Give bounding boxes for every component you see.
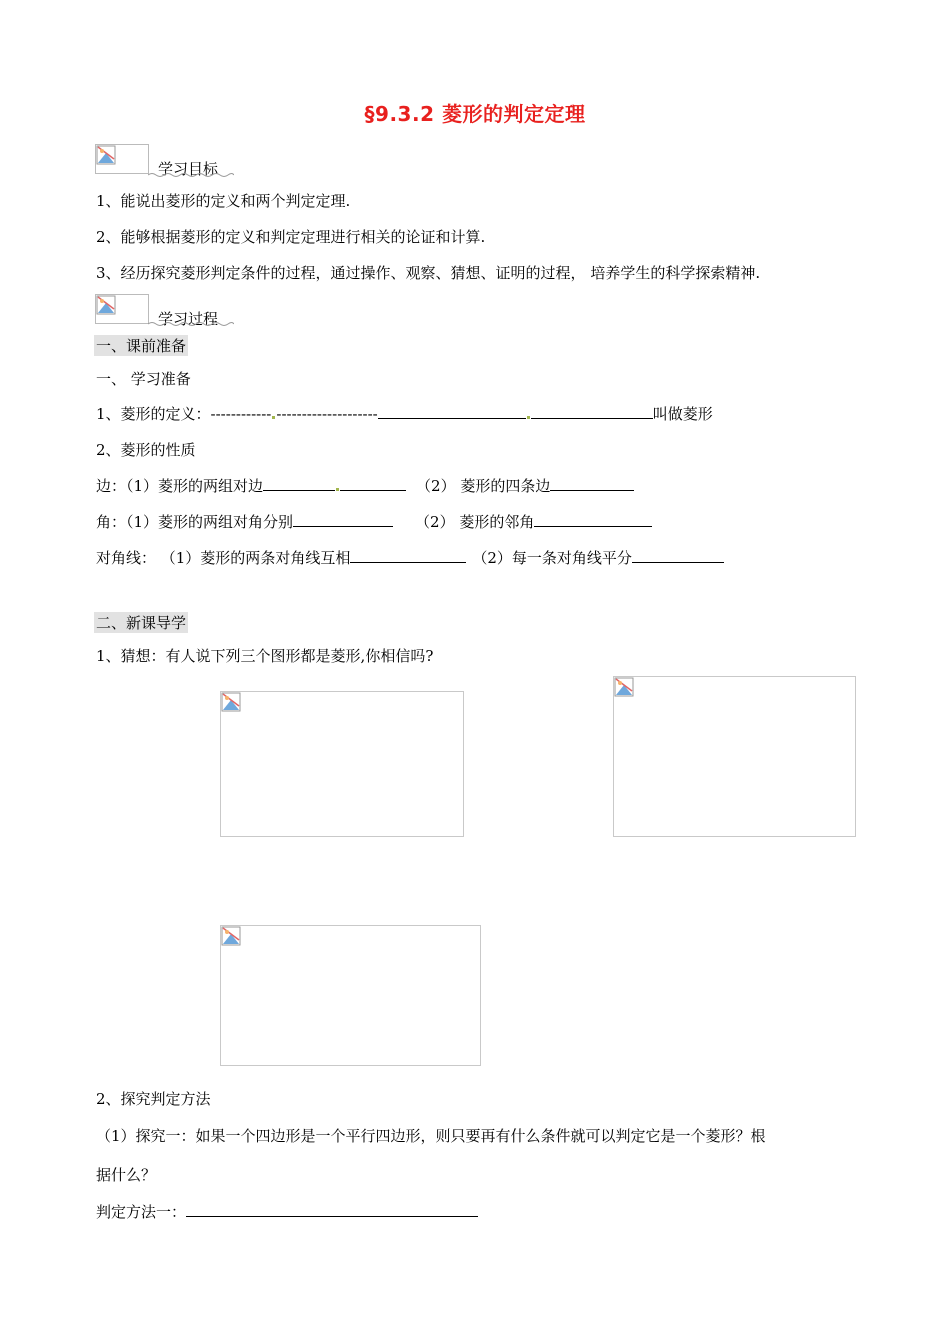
goal-item: 1、能说出菱形的定义和两个判定定理. bbox=[96, 192, 351, 210]
broken-image-icon bbox=[221, 926, 241, 946]
part1-subheading: 一、 学习准备 bbox=[96, 370, 191, 388]
question-2: 2、探究判定方法 bbox=[96, 1090, 211, 1108]
definition-label: 1、菱形的定义： bbox=[96, 405, 211, 423]
answer-blank[interactable] bbox=[531, 404, 653, 419]
answer-blank[interactable] bbox=[340, 476, 406, 491]
explore-1-line1: （1）探究一：如果一个四边形是一个平行四边形，则只要再有什么条件就可以判定它是一个菱形？根 bbox=[96, 1127, 766, 1145]
side-prefix: 边：（1）菱形的两组对边 bbox=[96, 477, 264, 495]
answer-blank[interactable] bbox=[534, 512, 652, 527]
dash-blank: ------------ bbox=[210, 405, 272, 423]
answer-blank[interactable] bbox=[632, 548, 724, 563]
part2-heading: 二、新课导学 bbox=[96, 614, 187, 632]
broken-image-icon bbox=[96, 295, 116, 315]
section-wave-decoration bbox=[148, 321, 234, 327]
section-label-process: 学习过程 bbox=[158, 310, 219, 328]
goal-item: 2、能够根据菱形的定义和判定定理进行相关的论证和计算. bbox=[96, 228, 486, 246]
method-1-line bbox=[96, 1201, 478, 1222]
answer-blank[interactable] bbox=[263, 476, 335, 491]
answer-blank[interactable] bbox=[350, 548, 466, 563]
explore-1-line2: 据什么？ bbox=[96, 1166, 157, 1184]
side-mid: （2） 菱形的四条边 bbox=[416, 477, 551, 495]
broken-image-icon bbox=[614, 677, 634, 697]
dash-blank: -------------------- bbox=[276, 405, 378, 423]
answer-blank[interactable] bbox=[293, 512, 393, 527]
definition-suffix: 叫做菱形 bbox=[652, 405, 713, 423]
angle-prefix: 角：（1）菱形的两组对角分别 bbox=[96, 513, 294, 531]
diagonal-mid: （2）每一条对角线平分 bbox=[472, 549, 632, 567]
diagonal-prefix: 对角线： （1）菱形的两条对角线互相 bbox=[96, 549, 351, 567]
goal-item: 3、经历探究菱形判定条件的过程，通过操作、观察、猜想、证明的过程， 培养学生的科学探索精神. bbox=[96, 264, 761, 282]
angle-mid: （2） 菱形的邻角 bbox=[415, 513, 535, 531]
angle-property-line bbox=[96, 511, 652, 532]
rhombus-figure-2 bbox=[613, 676, 856, 837]
question-1: 1、猜想：有人说下列三个图形都是菱形,你相信吗? bbox=[96, 647, 434, 665]
answer-blank[interactable] bbox=[186, 1202, 478, 1217]
part1-heading: 一、课前准备 bbox=[96, 337, 187, 355]
diagonal-property-line bbox=[96, 547, 724, 568]
section-image-placeholder bbox=[95, 294, 149, 324]
rhombus-figure-1 bbox=[220, 691, 464, 837]
section-wave-decoration bbox=[148, 172, 234, 178]
section-image-placeholder bbox=[95, 144, 149, 174]
broken-image-icon bbox=[96, 145, 116, 165]
answer-blank[interactable] bbox=[378, 404, 526, 419]
rhombus-figure-3 bbox=[220, 925, 481, 1066]
section-label-goals: 学习目标 bbox=[158, 160, 219, 178]
property-label: 2、菱形的性质 bbox=[96, 441, 196, 459]
side-property-line bbox=[96, 475, 634, 496]
answer-blank[interactable] bbox=[550, 476, 634, 491]
broken-image-icon bbox=[221, 692, 241, 712]
page-title: §9.3.2 菱形的判定定理 bbox=[364, 102, 586, 126]
method-1-label: 判定方法一： bbox=[96, 1203, 187, 1221]
definition-line bbox=[96, 403, 713, 424]
